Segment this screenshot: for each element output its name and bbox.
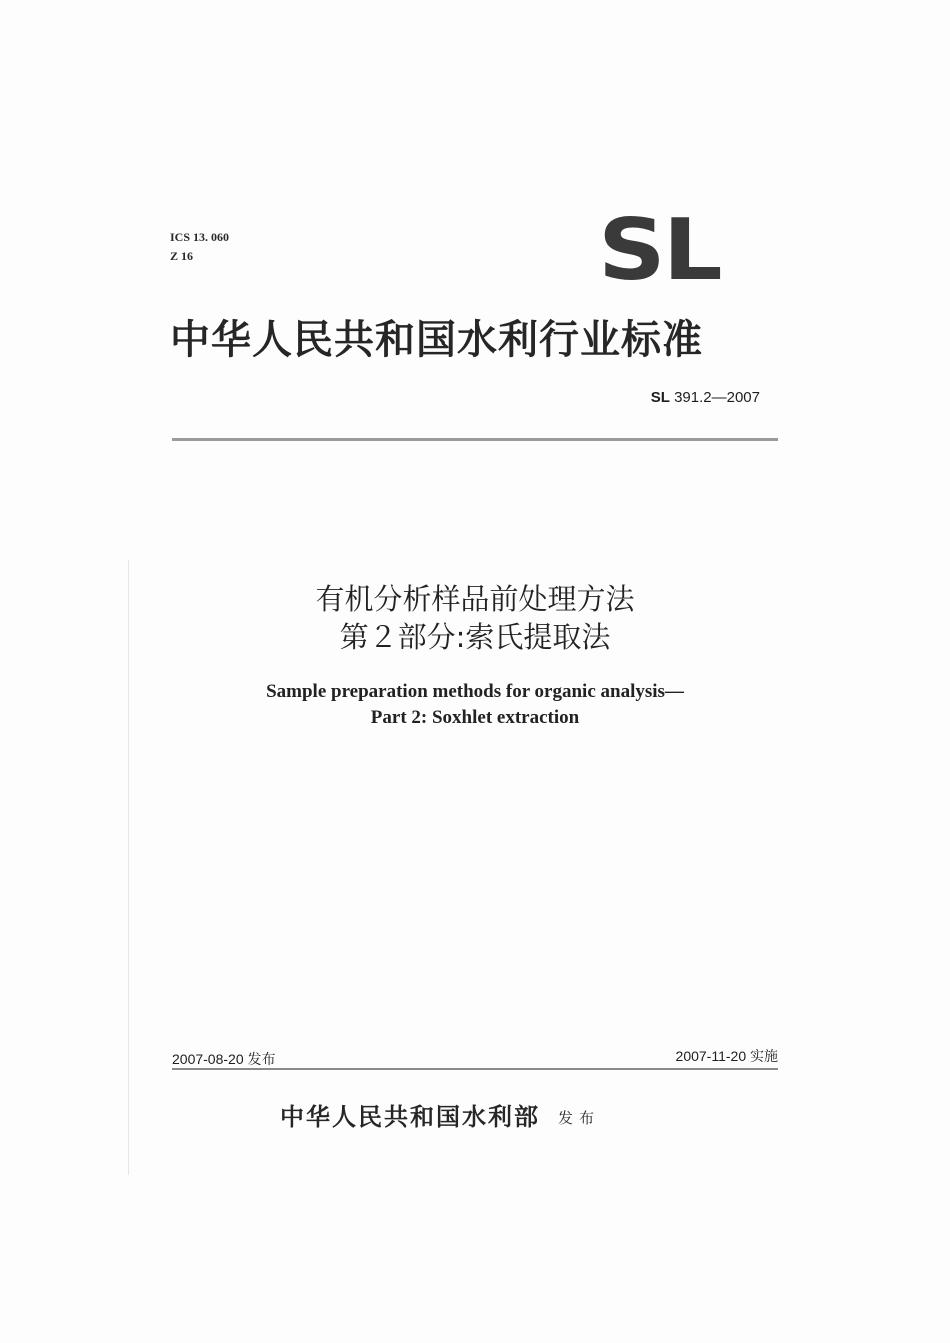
issue-date: 2007-08-20 发布: [172, 1051, 276, 1067]
title-cn-line2: 第２部分:索氏提取法: [339, 620, 611, 654]
standard-category-title: 中华人民共和国水利行业标准: [170, 316, 703, 363]
z-code: Z 16: [170, 249, 194, 263]
publisher-suffix: 发布: [558, 1109, 601, 1127]
title-en-line2: Part 2: Soxhlet extraction: [370, 707, 580, 728]
bottom-divider: [172, 1068, 778, 1070]
ics-code: ICS 13. 060: [170, 230, 230, 244]
sl-logo: SL: [598, 201, 720, 300]
classification-codes: [170, 228, 229, 266]
publisher-name: 中华人民共和国水利部: [280, 1102, 540, 1131]
standard-number-value: 391.2—2007: [669, 389, 760, 406]
standard-number: [560, 388, 760, 408]
document-title-en: [172, 679, 778, 731]
standard-number-prefix: SL: [650, 389, 670, 406]
top-divider: [172, 438, 778, 441]
scan-edge-line: [128, 560, 129, 1175]
implementation-date: 2007-11-20 实施: [675, 1048, 778, 1064]
title-en-line1: Sample preparation methods for organic analysis—: [266, 681, 684, 702]
title-cn-line1: 有机分析样品前处理方法: [315, 582, 635, 616]
publisher-line: [280, 1099, 600, 1136]
document-title-cn: [172, 580, 778, 656]
